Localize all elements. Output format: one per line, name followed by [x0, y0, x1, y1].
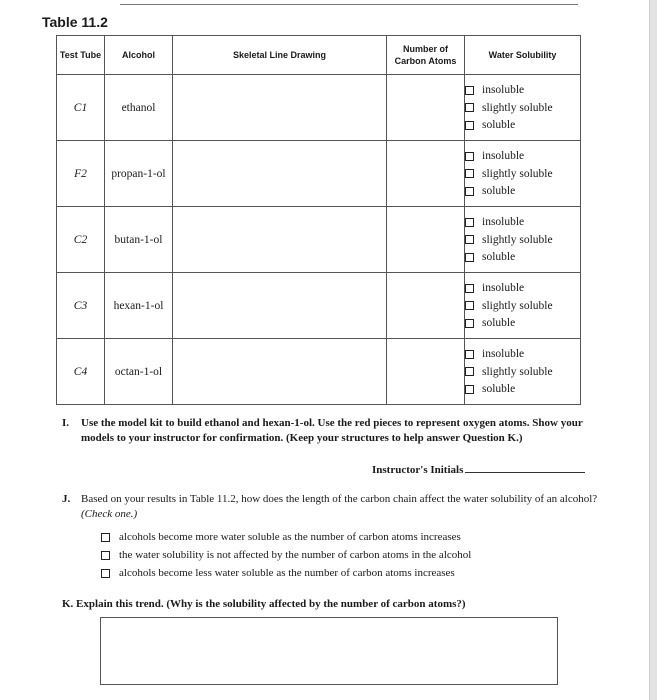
question-j-label: J.	[62, 493, 71, 505]
choice-label: the water solubility is not affected by the number of carbon atoms in the alcohol	[119, 549, 472, 561]
question-j-hint: (Check one.)	[81, 508, 138, 520]
carbons-cell[interactable]	[387, 141, 465, 207]
option-label: slightly soluble	[482, 233, 553, 246]
initials-line[interactable]	[465, 462, 585, 473]
option-label: soluble	[482, 317, 516, 329]
test-tube-cell: C1	[57, 75, 105, 141]
solubility-option[interactable]	[465, 380, 580, 398]
solubility-option[interactable]	[465, 297, 580, 315]
solubility-option[interactable]	[465, 116, 580, 134]
drawing-cell[interactable]	[173, 273, 387, 339]
solubility-option[interactable]	[465, 147, 580, 165]
solubility-cell	[465, 75, 581, 141]
header-carbons: Number of Carbon Atoms	[387, 36, 465, 75]
question-j	[62, 492, 602, 522]
instructor-initials	[372, 462, 585, 476]
checkbox[interactable]	[465, 121, 474, 130]
drawing-cell[interactable]	[173, 207, 387, 273]
checkbox[interactable]	[465, 319, 474, 328]
carbons-cell[interactable]	[387, 207, 465, 273]
choice-label: alcohols become less water soluble as the number of carbon atoms increases	[119, 567, 455, 579]
results-table	[56, 35, 581, 405]
page-edge	[649, 0, 657, 700]
carbons-cell[interactable]	[387, 273, 465, 339]
question-i-text: Use the model kit to build ethanol and hexan-1-ol. Use the red pieces to represent oxygen atoms. Show your models to your instructor for confirmation. (Keep your structures to help answer Question K.)	[81, 417, 583, 444]
question-j-text: Based on your results in Table 11.2, how does the length of the carbon chain affect the water solubility of an alcohol?	[81, 493, 598, 505]
table-header-row	[57, 36, 581, 75]
checkbox[interactable]	[465, 235, 474, 244]
table-title: Table 11.2	[42, 14, 108, 30]
option-label: slightly soluble	[482, 299, 553, 312]
table-row	[57, 273, 581, 339]
solubility-option[interactable]	[465, 213, 580, 231]
carbons-cell[interactable]	[387, 339, 465, 405]
checkbox[interactable]	[465, 103, 474, 112]
solubility-option[interactable]	[465, 81, 580, 99]
checkbox[interactable]	[465, 169, 474, 178]
carbons-cell[interactable]	[387, 75, 465, 141]
test-tube-cell: C3	[57, 273, 105, 339]
solubility-option[interactable]	[465, 99, 580, 117]
checkbox[interactable]	[465, 218, 474, 227]
header-alcohol: Alcohol	[105, 36, 173, 75]
header-drawing: Skeletal Line Drawing	[173, 36, 387, 75]
option-label: insoluble	[482, 216, 525, 228]
option-label: soluble	[482, 185, 516, 197]
table-row	[57, 141, 581, 207]
table-row	[57, 207, 581, 273]
checkbox[interactable]	[465, 284, 474, 293]
option-label: slightly soluble	[482, 365, 553, 378]
header-test-tube: Test Tube	[57, 36, 105, 75]
question-i	[62, 416, 597, 446]
test-tube-cell: F2	[57, 141, 105, 207]
top-rule	[120, 4, 578, 5]
solubility-option[interactable]	[465, 231, 580, 249]
solubility-option[interactable]	[465, 248, 580, 266]
alcohol-cell: ethanol	[105, 75, 173, 141]
initials-label: Instructor's Initials	[372, 464, 464, 476]
option-label: soluble	[482, 383, 516, 395]
alcohol-cell: butan-1-ol	[105, 207, 173, 273]
answer-box[interactable]	[100, 617, 558, 685]
question-k: K. Explain this trend. (Why is the solubility affected by the number of carbon atoms?)	[62, 598, 466, 610]
option-label: insoluble	[482, 150, 525, 162]
checkbox[interactable]	[465, 86, 474, 95]
checkbox[interactable]	[465, 152, 474, 161]
option-label: slightly soluble	[482, 101, 553, 114]
checkbox[interactable]	[101, 551, 110, 560]
test-tube-cell: C2	[57, 207, 105, 273]
table-row	[57, 75, 581, 141]
solubility-option[interactable]	[465, 314, 580, 332]
option-label: soluble	[482, 119, 516, 131]
checkbox[interactable]	[465, 385, 474, 394]
option-label: soluble	[482, 251, 516, 263]
answer-choice[interactable]	[101, 531, 461, 543]
table-row	[57, 339, 581, 405]
solubility-cell	[465, 141, 581, 207]
checkbox[interactable]	[465, 253, 474, 262]
solubility-option[interactable]	[465, 345, 580, 363]
option-label: insoluble	[482, 348, 525, 360]
alcohol-cell: octan-1-ol	[105, 339, 173, 405]
alcohol-cell: hexan-1-ol	[105, 273, 173, 339]
drawing-cell[interactable]	[173, 75, 387, 141]
choice-label: alcohols become more water soluble as the number of carbon atoms increases	[119, 531, 461, 543]
checkbox[interactable]	[101, 569, 110, 578]
option-label: insoluble	[482, 84, 525, 96]
test-tube-cell: C4	[57, 339, 105, 405]
checkbox[interactable]	[101, 533, 110, 542]
option-label: insoluble	[482, 282, 525, 294]
answer-choice[interactable]	[101, 549, 471, 561]
question-i-label: I.	[62, 417, 70, 429]
solubility-option[interactable]	[465, 279, 580, 297]
checkbox[interactable]	[465, 187, 474, 196]
alcohol-cell: propan-1-ol	[105, 141, 173, 207]
solubility-cell	[465, 339, 581, 405]
header-solubility: Water Solubility	[465, 36, 581, 75]
solubility-cell	[465, 207, 581, 273]
solubility-option[interactable]	[465, 182, 580, 200]
drawing-cell[interactable]	[173, 141, 387, 207]
solubility-cell	[465, 273, 581, 339]
solubility-option[interactable]	[465, 363, 580, 381]
option-label: slightly soluble	[482, 167, 553, 180]
checkbox[interactable]	[465, 350, 474, 359]
checkbox[interactable]	[465, 301, 474, 310]
drawing-cell[interactable]	[173, 339, 387, 405]
answer-choice[interactable]	[101, 567, 455, 579]
solubility-option[interactable]	[465, 165, 580, 183]
checkbox[interactable]	[465, 367, 474, 376]
